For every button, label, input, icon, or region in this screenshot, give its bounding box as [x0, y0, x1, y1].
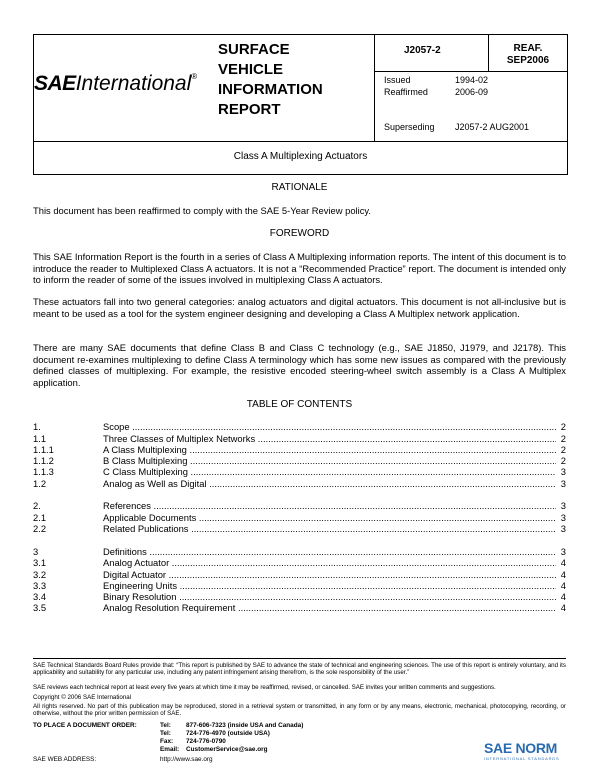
toc-entry[interactable]: [33, 602, 566, 613]
toc-number: 3.4: [33, 591, 47, 602]
superseding-label: Superseding: [384, 122, 435, 132]
toc-number: 1.1.3: [33, 466, 54, 477]
toc-title: B Class Multiplexing .....: [103, 455, 556, 466]
toc-title: Analog Resolution Requirement .....: [103, 602, 556, 613]
stamp-title: SAE NORM: [484, 740, 558, 756]
footer-rules-text: SAE Technical Standards Board Rules provide that: “This report is published by SAE to advance the state of technical and engineering sciences. The use of this report is entirely voluntary, and its applicability and suitability for any particular use, including any patent infringement arising therefrom, is the sole responsibility of the user.”: [33, 662, 566, 677]
reaf-line: REAF.: [513, 43, 543, 54]
toc-number: 3.3: [33, 580, 47, 591]
toc-page: 2: [560, 455, 566, 466]
contact-label: Tel:: [160, 722, 171, 729]
contact-email-link[interactable]: CustomerService@sae.org: [186, 746, 268, 753]
web-address-label: SAE WEB ADDRESS:: [33, 756, 97, 763]
toc-title: Analog as Well as Digital .....: [103, 478, 556, 489]
header-divider: [374, 71, 567, 72]
contact-value: 877-606-7323 (inside USA and Canada): [186, 722, 304, 729]
toc-page: 4: [560, 557, 566, 568]
sae-norm-stamp: [484, 740, 559, 761]
toc-page: 3: [560, 478, 566, 489]
contact-label: Email:: [160, 746, 180, 753]
reaffirmation-label: [490, 43, 566, 67]
toc-number: 1.: [33, 421, 41, 432]
toc-entry[interactable]: [33, 421, 566, 432]
logo-international-text: International: [75, 72, 192, 95]
toc-page: 2: [560, 444, 566, 455]
toc-title: Digital Actuator .....: [103, 569, 556, 580]
reaffirmed-date: 2006-09: [455, 87, 489, 97]
toc-page: 4: [560, 580, 566, 591]
toc-number: 1.2: [33, 478, 47, 489]
toc-entry[interactable]: [33, 455, 566, 466]
toc-entry[interactable]: [33, 444, 566, 455]
superseding-value: J2057-2 AUG2001: [455, 122, 530, 132]
toc-page: 3: [560, 523, 566, 534]
logo-sae-text: SAE: [34, 72, 76, 95]
toc-page: 4: [560, 569, 566, 580]
title-line: SURFACE: [218, 41, 290, 58]
foreword-paragraph: There are many SAE documents that define Class B and Class C technology (e.g., SAE J1850, J1979, and J2178). This document re-examines multiplexing to define Class A terminology which has some new issues as compared with the previously defined classes of multiplexing. For example, the resistive encoded steering-wheel switch assembly is a Class A Multiplex application.: [33, 342, 566, 388]
rationale-heading: RATIONALE: [271, 182, 328, 193]
footer-divider: [33, 658, 566, 659]
toc-number: 1.1: [33, 433, 47, 444]
sae-logo: [34, 72, 197, 96]
logo-trademark: ®: [191, 72, 198, 81]
toc-entry[interactable]: [33, 580, 566, 591]
toc-number: 3.1: [33, 557, 47, 568]
issued-date: 1994-02: [455, 75, 489, 85]
toc-title: Applicable Documents .....: [103, 512, 556, 523]
toc-number: 2.1: [33, 512, 47, 523]
toc-title: Analog Actuator .....: [103, 557, 556, 568]
reaffirmed-label: Reaffirmed: [384, 87, 428, 97]
contact-label: Fax:: [160, 738, 174, 745]
toc-title: Scope .....: [103, 421, 556, 432]
toc-page: 4: [560, 591, 566, 602]
footer-rights-text: All rights reserved. No part of this publication may be reproduced, stored in a retrieval system or transmitted, in any form or by any means, electronic, mechanical, photocopying, recording, or otherwise, without the prior written permission of SAE.: [33, 703, 566, 718]
web-address-link[interactable]: http://www.sae.org: [160, 756, 213, 763]
footer-copyright: Copyright © 2006 SAE International: [33, 694, 132, 701]
title-line: REPORT: [218, 101, 281, 118]
toc-number: 2.2: [33, 523, 47, 534]
issued-label: Issued: [384, 75, 411, 85]
toc-page: 3: [560, 500, 566, 511]
header-divider: [488, 35, 489, 71]
toc-title: References .....: [103, 500, 556, 511]
toc-page: 2: [560, 421, 566, 432]
toc-entry[interactable]: [33, 466, 566, 477]
reaf-line: SEP2006: [506, 55, 550, 66]
toc-number: 3: [33, 546, 39, 557]
document-number: J2057-2: [404, 45, 441, 56]
stamp-subtitle: INTERNATIONAL STANDARDS: [484, 756, 560, 761]
title-line: VEHICLE: [218, 61, 284, 78]
foreword-heading: FOREWORD: [269, 228, 330, 239]
toc-entry[interactable]: [33, 512, 566, 523]
foreword-paragraph: These actuators fall into two general categories: analog actuators and digital actuators. This document is not all-inclusive but is meant to be used as a tool for the system engineer designing and developing a Class A Multiplex network application.: [33, 296, 566, 319]
header-divider: [374, 35, 375, 141]
contact-value: 724-776-0790: [186, 738, 226, 745]
toc-page: 4: [560, 602, 566, 613]
toc-page: 2: [560, 433, 566, 444]
toc-entry[interactable]: [33, 433, 566, 444]
toc-entry[interactable]: [33, 569, 566, 580]
document-type-title: [218, 40, 323, 120]
rationale-text: This document has been reaffirmed to comply with the SAE 5-Year Review policy.: [33, 205, 372, 216]
toc-title: Related Publications .....: [103, 523, 556, 534]
foreword-paragraph: This SAE Information Report is the fourth in a series of Class A Multiplexing information reports. The intent of this document is to introduce the reader to Multiplexed Class A actuators. It is not a “Recommended Practice” report. The document is intended only to inform the reader of some of the issues involved in multiplexing Class A actuators.: [33, 251, 566, 285]
toc-entry[interactable]: [33, 500, 566, 511]
toc-title: Engineering Units .....: [103, 580, 556, 591]
footer-review-text: SAE reviews each technical report at least every five years at which time it may be reaffirmed, revised, or cancelled. SAE invites your written comments and suggestions.: [33, 684, 496, 691]
toc-title: C Class Multiplexing .....: [103, 466, 556, 477]
toc-entry[interactable]: [33, 591, 566, 602]
toc-number: 1.1.1: [33, 444, 54, 455]
toc-page: 3: [560, 466, 566, 477]
toc-entry[interactable]: [33, 557, 566, 568]
toc-title: Definitions .....: [103, 546, 556, 557]
toc-number: 2.: [33, 500, 41, 511]
toc-entry[interactable]: [33, 478, 566, 489]
toc-heading: TABLE OF CONTENTS: [246, 399, 353, 410]
toc-number: 1.1.2: [33, 455, 54, 466]
toc-title: Three Classes of Multiplex Networks .....: [103, 433, 556, 444]
toc-title: A Class Multiplexing .....: [103, 444, 556, 455]
toc-entry[interactable]: [33, 523, 566, 534]
document-subject: Class A Multiplexing Actuators: [33, 140, 568, 175]
order-label: TO PLACE A DOCUMENT ORDER:: [33, 722, 137, 729]
toc-page: 3: [560, 546, 566, 557]
contact-value: 724-776-4970 (outside USA): [186, 730, 270, 737]
title-line: INFORMATION: [218, 81, 323, 98]
toc-entry[interactable]: [33, 546, 566, 557]
toc-number: 3.5: [33, 602, 47, 613]
toc-number: 3.2: [33, 569, 47, 580]
toc-title: Binary Resolution .....: [103, 591, 556, 602]
contact-label: Tel:: [160, 730, 171, 737]
toc-page: 3: [560, 512, 566, 523]
